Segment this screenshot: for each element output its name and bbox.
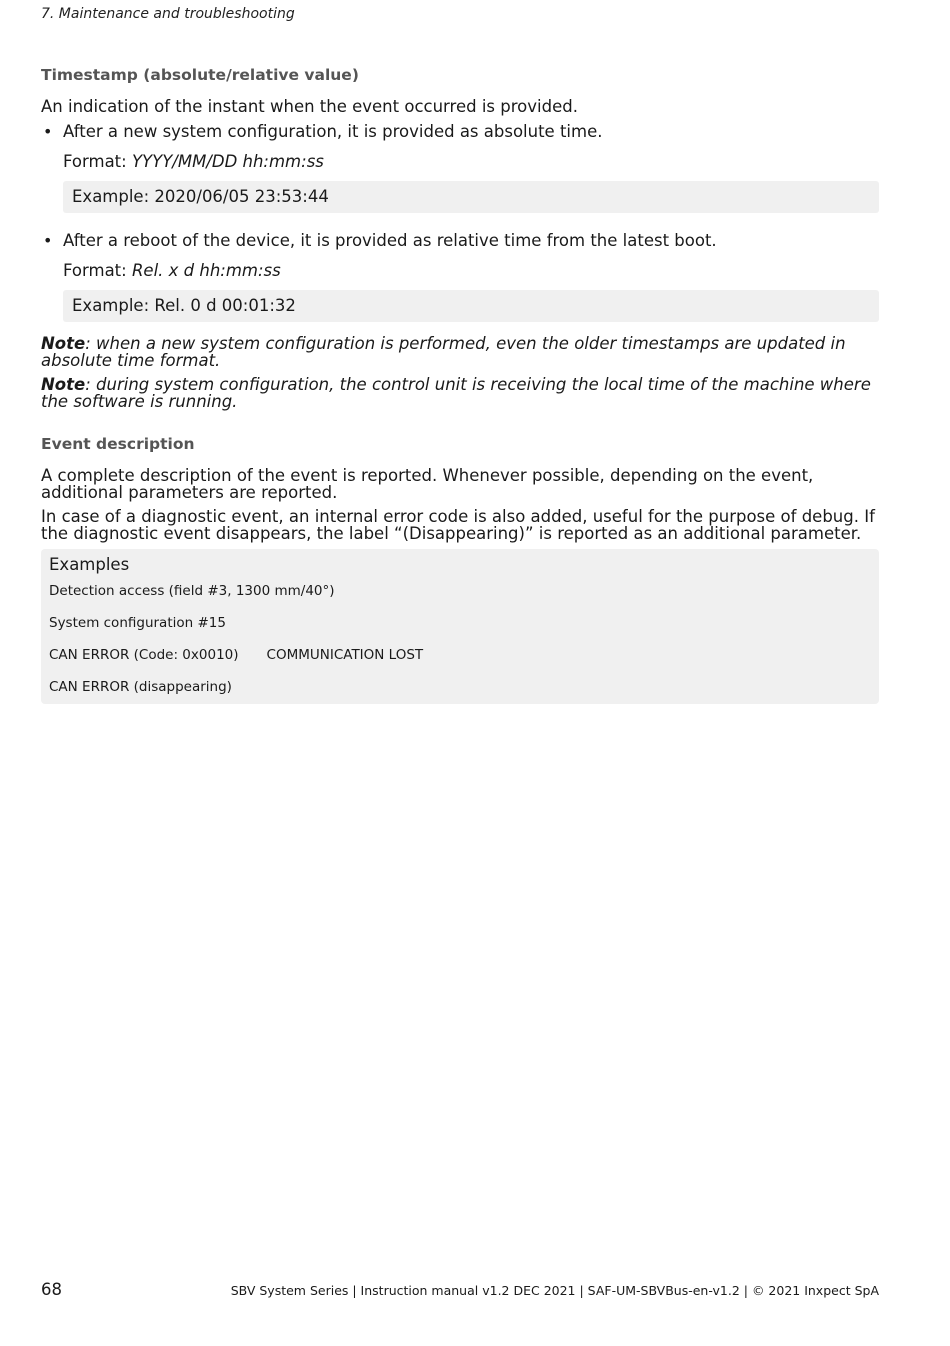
note-text: : during system configuration, the control unit is receiving the local time of the machine where the software is running. xyxy=(41,375,871,411)
running-header: 7. Maintenance and troubleshooting xyxy=(41,6,295,22)
example-row xyxy=(49,646,871,664)
timestamp-intro: An indication of the instant when the event occurred is provided. xyxy=(41,97,578,116)
timestamp-bullet-list xyxy=(41,122,879,322)
format-label: Format: xyxy=(63,152,132,171)
event-description-paragraph: In case of a diagnostic event, an internal error code is also added, useful for the purpose of debug. If the diagnostic event disappears, the label “(Disappearing)” is reported as an additional parameter. xyxy=(41,507,875,543)
footer-text: SBV System Series | Instruction manual v1.2 DEC 2021 | SAF-UM-SBVBus-en-v1.2 | © 2021 Inxpect SpA xyxy=(230,1283,879,1298)
example-event: CAN ERROR (Code: 0x0010) xyxy=(49,647,239,663)
event-description-heading: Event description xyxy=(41,435,195,453)
bullet-text: After a new system configuration, it is provided as absolute time. xyxy=(63,122,603,141)
bullet-icon: • xyxy=(43,231,53,250)
example-parameter: COMMUNICATION LOST xyxy=(266,647,424,663)
note-label: Note xyxy=(41,375,86,394)
examples-panel xyxy=(41,549,879,704)
timestamp-heading: Timestamp (absolute/relative value) xyxy=(41,66,359,84)
bullet-icon: • xyxy=(43,122,53,141)
note-paragraph xyxy=(41,376,879,410)
event-description-paragraph: A complete description of the event is reported. Whenever possible, depending on the event, additional parameters are reported. xyxy=(41,466,814,502)
list-item xyxy=(41,231,879,322)
section-spacer xyxy=(41,417,879,433)
list-item xyxy=(41,122,879,213)
example-event: System configuration #15 xyxy=(49,615,226,631)
example-event: Detection access (field #3, 1300 mm/40°) xyxy=(49,583,335,599)
example-box: Example: 2020/06/05 23:53:44 xyxy=(63,181,879,213)
page-number: 68 xyxy=(41,1280,62,1299)
note-paragraph xyxy=(41,335,879,369)
format-label: Format: xyxy=(63,261,132,280)
format-value: YYYY/MM/DD hh:mm:ss xyxy=(131,152,324,171)
format-value: Rel. x d hh:mm:ss xyxy=(131,261,281,280)
bullet-text: After a reboot of the device, it is provided as relative time from the latest boot. xyxy=(63,231,717,250)
format-line xyxy=(63,261,879,281)
note-label: Note xyxy=(41,334,86,353)
page-content xyxy=(41,64,879,704)
format-line xyxy=(63,152,879,172)
note-text: : when a new system configuration is performed, even the older timestamps are updated in absolute time format. xyxy=(41,334,846,370)
example-box: Example: Rel. 0 d 00:01:32 xyxy=(63,290,879,322)
example-row xyxy=(49,582,871,600)
example-event: CAN ERROR (disappearing) xyxy=(49,679,232,695)
example-row xyxy=(49,678,871,696)
example-row xyxy=(49,614,871,632)
examples-title: Examples xyxy=(49,555,130,574)
